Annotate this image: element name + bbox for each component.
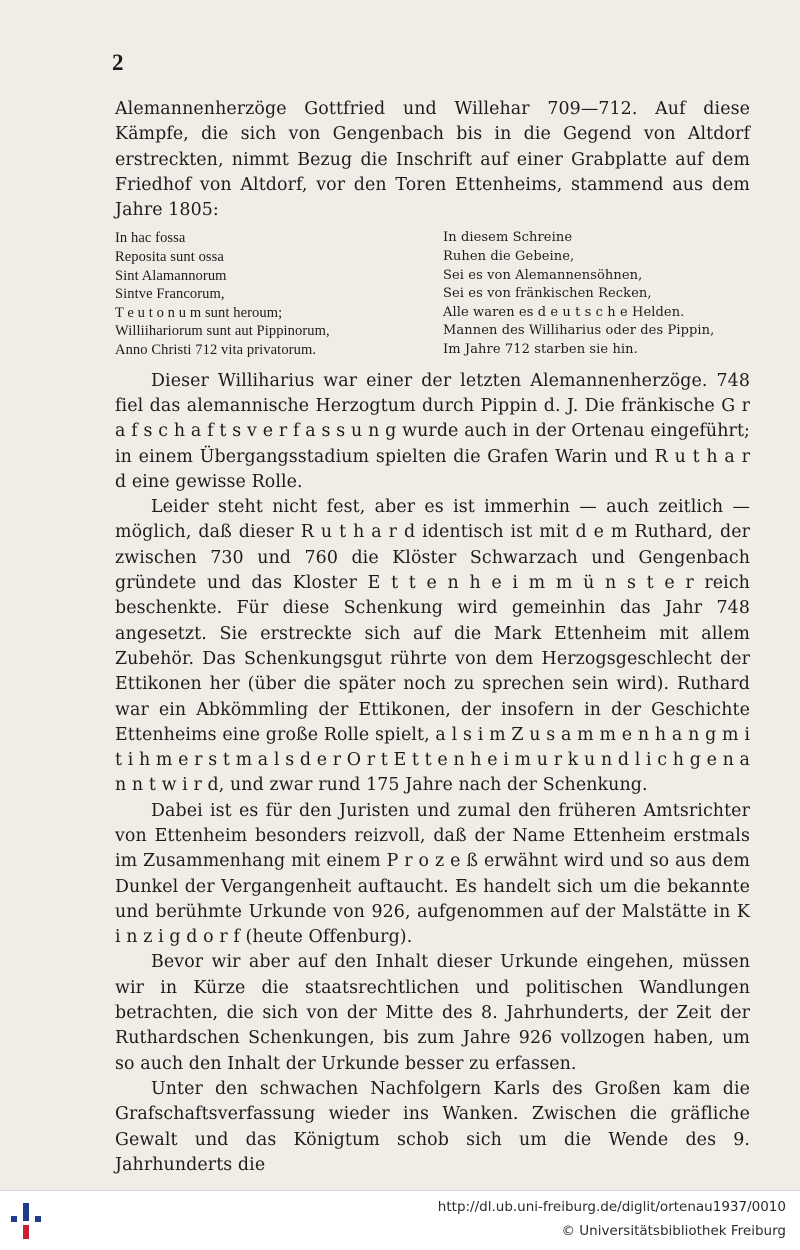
inscription-german-line: Ruhen die Gebeine,	[443, 249, 575, 265]
paragraph-6: Unter den schwachen Nachfolgern Karls des Großen kam die Grafschaftsverfassung wieder ins Wanken. Zwischen die gräfliche Gewalt und das Königtum schob sich um die Wende des 9. Jahrhunderts die	[115, 1078, 750, 1175]
page-number: 2	[112, 50, 124, 75]
paragraph-4: Dabei ist es für den Juristen und zumal den früheren Amtsrichter von Ettenheim besonders reizvoll, daß der Name Ettenheim erstmals im Zusammenhang mit einem P r o z e ß erwähnt wird und so aus dem Dunkel der Vergangenheit auftaucht. Es handelt sich um die bekannte und berühmte Urkunde von 926, aufgenommen auf der Malstätte in K i n z i g d o r f (heute Offenburg).	[115, 800, 750, 948]
paragraph-1: Alemannenherzöge Gottfried und Willehar 709—712. Auf diese Kämpfe, die sich von Gengenbach bis in die Gegend von Altdorf erstreckten, nimmt Bezug die Inschrift auf einer Grabplatte auf dem Friedhof von Altdorf, vor den Toren Ettenheims, stammend aus dem Jahre 1805:	[115, 99, 750, 221]
inscription-latin-line: Anno Christi 712 vita privatorum.	[115, 342, 317, 359]
paragraph-5: Bevor wir aber auf den Inhalt dieser Urkunde eingehen, müssen wir in Kürze die staatsrechtlichen und politischen Wandlungen betrachten, die sich von der Mitte des 8. Jahrhunderts, der Zeit der Ruthardschen Schenkungen, bis zum Jahre 926 vollzogen haben, um so auch den Inhalt der Urkunde besser zu erfassen.	[115, 952, 750, 1074]
copyright-text: © Universitätsbibliothek Freiburg	[561, 1223, 786, 1239]
inscription-table	[115, 229, 750, 359]
source-url-link[interactable]: http://dl.ub.uni-freiburg.de/diglit/ortenau1937/0010	[437, 1199, 786, 1215]
page-body	[115, 97, 750, 1178]
inscription-latin-line: Sintve Francorum,	[115, 286, 225, 303]
inscription-latin-line: T e u t o n u m sunt heroum;	[115, 304, 283, 321]
inscription-latin-line: Sint Alamannorum	[115, 267, 227, 284]
ub-freiburg-logo-icon	[8, 1199, 44, 1243]
inscription-german-line: Im Jahre 712 starben sie hin.	[443, 342, 638, 358]
inscription-german-line: Sei es von fränkischen Recken,	[443, 286, 652, 302]
inscription-german-line: In diesem Schreine	[443, 230, 573, 246]
inscription-german-line: Sei es von Alemannensöhnen,	[443, 267, 643, 283]
inscription-german-line: Alle waren es d e u t s c h e Helden.	[443, 304, 685, 320]
paragraph-2: Dieser Williharius war einer der letzten Alemannenherzöge. 748 fiel das alemannische Herzogtum durch Pippin d. J. Die fränkische G r a f s c h a f t s v e r f a s s u n g wurde auch in der Ortenau eingeführt; in einem Übergangsstadium spielten die Grafen Warin und R u t h a r d eine gewisse Rolle.	[115, 370, 750, 492]
inscription-latin-line: Williihariorum sunt aut Pippinorum,	[115, 323, 330, 340]
footer-bar	[0, 1190, 800, 1250]
paragraph-3: Leider steht nicht fest, aber es ist immerhin — auch zeitlich — möglich, daß dieser R u t h a r d identisch ist mit d e m Ruthard, der zwischen 730 und 760 die Klöster Schwarzach und Gengenbach gründete und das Kloster E t t e n h e i m m ü n s t e r reich beschenkte. Für diese Schenkung wird gemeinhin das Jahr 748 angesetzt. Sie erstreckte sich auf die Mark Ettenheim mit allem Zubehör. Das Schenkungsgut rührte von dem Herzogsgeschlecht der Ettikonen her (über die später noch zu sprechen sein wird). Ruthard war ein Abkömmling der Ettikonen, der insofern in der Geschichte Ettenheims eine große Rolle spielt, a l s i m Z u s a m m e n h a n g m i t i h m e r s t m a l s d e r O r t E t t e n h e i m u r k u n d l i c h g e n a n n t w i r d, und zwar rund 175 Jahre nach der Schenkung.	[115, 497, 750, 796]
inscription-german-line: Mannen des Williharius oder des Pippin,	[443, 323, 715, 339]
inscription-latin-line: Reposita sunt ossa	[115, 249, 224, 266]
inscription-latin-line: In hac fossa	[115, 230, 186, 247]
